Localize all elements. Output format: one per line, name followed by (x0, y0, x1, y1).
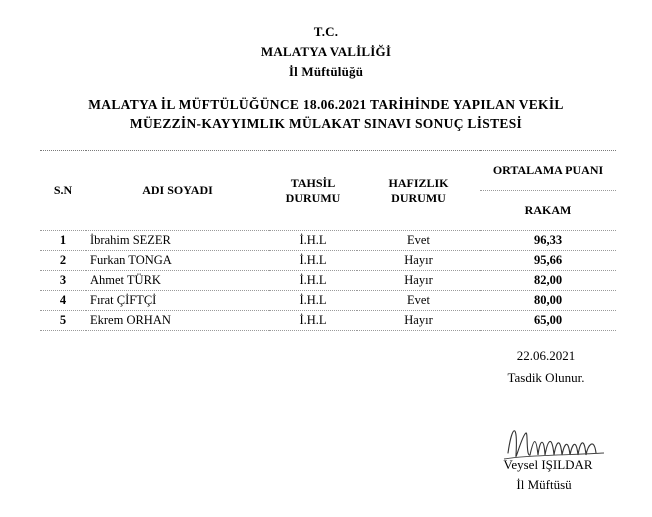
signer-name: Veysel IŞILDAR (503, 457, 593, 472)
row-hafiz: Evet (357, 291, 480, 311)
table-row (40, 311, 616, 331)
row-name: İbrahim SEZER (86, 231, 269, 251)
row-hafiz: Hayır (357, 271, 480, 291)
column-header-hafiz-line-1: HAFIZLIK (388, 175, 449, 190)
table-row (40, 291, 616, 311)
results-table-header (40, 151, 616, 231)
approval-text: Tasdik Olunur. (507, 370, 585, 385)
approval-date: 22.06.2021 (516, 348, 576, 363)
row-education: İ.H.L (269, 291, 357, 311)
header-mufti-office: İl Müftülüğü (288, 64, 364, 79)
row-name: Furkan TONGA (86, 251, 269, 271)
column-header-education-line-2: DURUMU (285, 190, 341, 205)
row-sn: 2 (40, 251, 86, 271)
row-name: Ahmet TÜRK (86, 271, 269, 291)
row-education: İ.H.L (269, 251, 357, 271)
row-name: Fırat ÇİFTÇİ (86, 291, 269, 311)
row-score: 96,33 (480, 231, 616, 251)
row-name: Ekrem ORHAN (86, 311, 269, 331)
column-header-name: ADI SOYADI (86, 151, 269, 231)
row-sn: 3 (40, 271, 86, 291)
table-row (40, 231, 616, 251)
column-header-average-score: ORTALAMA PUANI (480, 151, 616, 191)
row-sn: 1 (40, 231, 86, 251)
row-hafiz: Hayır (357, 251, 480, 271)
row-score: 80,00 (480, 291, 616, 311)
row-education: İ.H.L (269, 271, 357, 291)
column-header-hafiz-line-2: DURUMU (391, 190, 446, 205)
row-hafiz: Evet (357, 231, 480, 251)
row-hafiz: Hayır (357, 311, 480, 331)
table-row (40, 271, 616, 291)
column-header-education (269, 151, 357, 231)
column-header-hafiz (357, 151, 480, 231)
column-header-sn: S.N (40, 151, 86, 231)
row-education: İ.H.L (269, 231, 357, 251)
signer-title: İl Müftüsü (516, 477, 572, 492)
column-header-education-line-1: TAHSİL (290, 175, 336, 190)
document-title-line-1: MALATYA İL MÜFTÜLÜĞÜNCE 18.06.2021 TARİHİNDE YAPILAN VEKİL (88, 97, 564, 112)
table-row (40, 251, 616, 271)
row-score: 65,00 (480, 311, 616, 331)
row-sn: 4 (40, 291, 86, 311)
header-tc: T.C. (313, 24, 339, 39)
row-education: İ.H.L (269, 311, 357, 331)
row-sn: 5 (40, 311, 86, 331)
row-score: 95,66 (480, 251, 616, 271)
results-table (40, 150, 616, 331)
header-governorship: MALATYA VALİLİĞİ (260, 44, 392, 59)
row-score: 82,00 (480, 271, 616, 291)
document-title-line-2: MÜEZZİN-KAYYIMLIK MÜLAKAT SINAVI SONUÇ LİSTESİ (129, 116, 523, 131)
column-header-number: RAKAM (480, 191, 616, 231)
